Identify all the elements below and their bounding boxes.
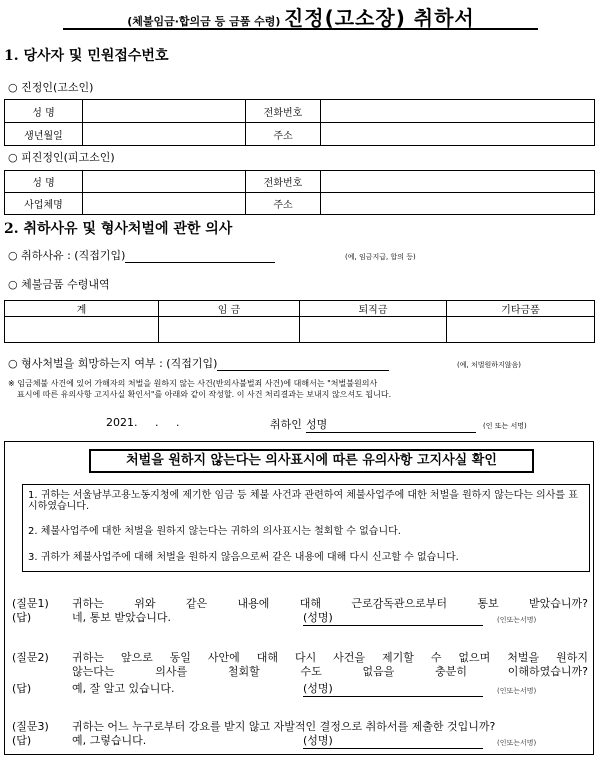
- receipt-col-severance: 퇴직금: [300, 301, 447, 317]
- q3-sig-label: (성명): [303, 734, 333, 747]
- date-text: 2021. . .: [106, 416, 180, 429]
- q1-label: (질문1): [12, 597, 49, 610]
- q3-answer-label: (답): [12, 734, 32, 747]
- respondent-address-field[interactable]: [321, 193, 595, 215]
- complainant-phone-field[interactable]: [321, 100, 595, 123]
- title-prefix: (체불임금·합의금 등 금품 수령): [127, 15, 281, 28]
- respondent-phone-label: 전화번호: [246, 171, 321, 193]
- signer-name-label: 성명: [306, 418, 328, 431]
- q2-text-line2: 않는다는 의사를 철회할 수도 없음을 충분히 이해하였습니까?: [72, 665, 588, 678]
- q2-answer: 예, 잘 알고 있습니다.: [72, 682, 175, 695]
- title-main: 진정(고소장) 취하서: [283, 6, 475, 30]
- reason-field[interactable]: [125, 249, 275, 263]
- q3-label: (질문3): [12, 720, 49, 733]
- respondent-phone-field[interactable]: [321, 171, 595, 193]
- complainant-address-label: 주소: [246, 123, 321, 146]
- receipt-col-total: 계: [5, 301, 159, 317]
- q1-sig-label: (성명): [303, 611, 333, 624]
- receipt-label: ○ 체불금품 수령내역: [8, 278, 110, 291]
- q3-sig-hint: (인또는서명): [497, 739, 537, 747]
- q2-signature-field[interactable]: [303, 682, 483, 697]
- q2-sig-hint: (인또는서명): [497, 687, 537, 695]
- note-line-2: 표시에 따른 유의사항 고지사실 확인서"를 아래와 같이 작성할. 이 사건 처리결과는 보내지 않으셔도 됩니다.: [17, 390, 392, 399]
- q2-text-line1: 귀하는 앞으로 동일 사안에 대해 다시 사건을 제기할 수 없으며 처벌을 원하지: [72, 651, 588, 664]
- q3-answer: 예, 그렇습니다.: [72, 734, 147, 747]
- section1-heading: 1. 당사자 및 민원접수번호: [4, 48, 169, 64]
- confirmation-item-1: 1. 귀하는 서울남부고용노동지청에 제기한 임금 등 체불 사건과 관련하여 체불사업주에 대한 처벌을 원하지 않는다는 의사를 표시하였습니다.: [28, 490, 578, 512]
- q1-sig-hint: (인또는서명): [497, 616, 537, 624]
- q1-text: 귀하는 위와 같은 내용에 대해 근로감독관으로부터 통보 받았습니까?: [72, 597, 588, 610]
- section2-heading: 2. 취하사유 및 형사처벌에 관한 의사: [4, 221, 233, 237]
- receipt-col-other: 기타금품: [447, 301, 595, 317]
- respondent-business-field[interactable]: [83, 193, 246, 215]
- respondent-name-label: 성 명: [5, 171, 83, 193]
- complainant-birth-label: 생년월일: [5, 123, 83, 146]
- complainant-label: ○ 진정인(고소인): [8, 81, 94, 94]
- document-title: [0, 2, 602, 31]
- reason-row: [8, 247, 275, 263]
- complainant-table: [4, 99, 595, 146]
- confirmation-item-3: 3. 귀하가 체불사업주에 대해 처벌을 원하지 않음으로써 같은 내용에 대해 다시 신고할 수 없습니다.: [28, 552, 459, 563]
- receipt-table: [4, 300, 595, 343]
- punish-field[interactable]: [217, 357, 389, 371]
- receipt-col-wage: 임 금: [159, 301, 300, 317]
- respondent-name-field[interactable]: [83, 171, 246, 193]
- receipt-wage-field[interactable]: [159, 317, 300, 343]
- q3-text: 귀하는 어느 누구로부터 강요를 받지 않고 자발적인 결정으로 취하서를 제출한 것입니까?: [72, 720, 496, 733]
- reason-label: ○ 취하사유 : (직접기입): [8, 249, 126, 262]
- respondent-business-label: 사업체명: [5, 193, 83, 215]
- punish-hint: (예, 처벌원하지않음): [457, 361, 522, 369]
- signer-label: 취하인: [270, 418, 302, 431]
- q1-signature-field[interactable]: [303, 611, 483, 626]
- title-underline: [63, 28, 538, 30]
- punish-row: [8, 355, 389, 371]
- complainant-address-field[interactable]: [321, 123, 595, 146]
- complainant-name-field[interactable]: [83, 100, 246, 123]
- receipt-other-field[interactable]: [447, 317, 595, 343]
- q2-sig-label: (성명): [303, 682, 333, 695]
- punish-label: ○ 형사처벌을 희망하는지 여부 : (직접기입): [8, 357, 218, 370]
- respondent-table: [4, 170, 595, 215]
- signer-hint: (인 또는 서명): [483, 422, 527, 430]
- confirmation-title: 처벌을 원하지 않는다는 의사표시에 따른 유의사항 고지사실 확인: [89, 449, 534, 473]
- signer-field[interactable]: [306, 416, 476, 433]
- complainant-name-label: 성 명: [5, 100, 83, 123]
- q2-label: (질문2): [12, 651, 49, 664]
- respondent-label: ○ 피진정인(피고소인): [8, 151, 115, 164]
- reason-hint: (예, 임금지급, 합의 등): [345, 253, 416, 261]
- q3-signature-field[interactable]: [303, 734, 483, 749]
- q1-answer: 네, 통보 받았습니다.: [72, 611, 171, 624]
- complainant-birth-field[interactable]: [83, 123, 246, 146]
- q2-answer-label: (답): [12, 682, 32, 695]
- q1-answer-label: (답): [12, 611, 32, 624]
- complainant-phone-label: 전화번호: [246, 100, 321, 123]
- receipt-total-field[interactable]: [5, 317, 159, 343]
- note-line-1: ※ 임금체불 사건에 있어 가해자의 처벌을 원하지 않는 사건(반의사불벌죄 사건)에 대해서는 "처벌불원의사: [8, 379, 378, 388]
- receipt-severance-field[interactable]: [300, 317, 447, 343]
- confirmation-item-2: 2. 체불사업주에 대한 처벌을 원하지 않는다는 귀하의 의사표시는 철회할 수 없습니다.: [28, 526, 401, 537]
- respondent-address-label: 주소: [246, 193, 321, 215]
- confirmation-items-box: [22, 484, 590, 572]
